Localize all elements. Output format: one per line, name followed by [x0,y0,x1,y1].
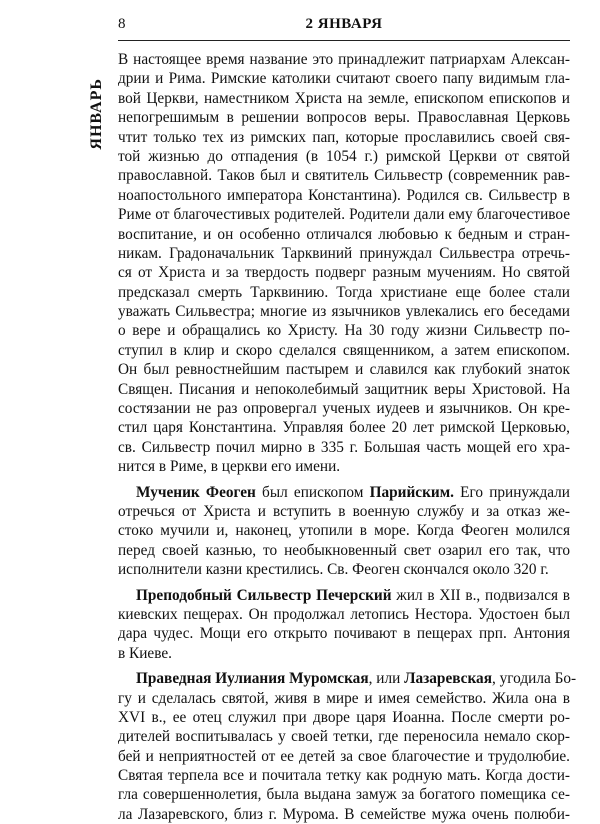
text-line: дара чудес. Мощи его открыто почивают в пещерах прп. Антония [118,625,570,643]
text-line: отречься от Христа и вступить в военную службу и за отказ же- [118,502,570,520]
text-line: состязании не раз опровергал ученых иудеев и язычников. Он кре- [118,400,570,418]
text-line: ступил в клир и скоро сделался священником, а затем епископом. [118,341,570,359]
text-line: православной. Таков был и святитель Сильвестр (современник рав- [118,167,570,185]
text-line: гла совершеннолетия, была выдана замуж за богатого помещика се- [118,786,570,804]
text-line: XVI в., ее отец служил при дворе царя Иоанна. После смерти ро- [118,708,570,726]
text-line: Мученик Феоген был епископом Парийским. Его принуждали [136,483,570,501]
text-line: той жизнью до отпадения (в 1054 г.) римской Церкви от святой [118,147,570,165]
text-line: киевских пещерах. Он продолжал летопись Нестора. Удостоен был [118,605,570,623]
text-line: непогрешимым в решении вопросов веры. Православная Церковь [118,109,570,127]
place-name: Парийским. [369,483,454,501]
paragraph-sylvester-pope [118,50,570,477]
month-side-label: ЯНВАРЬ [88,78,105,150]
text-line: уважать Сильвестра; многие из язычников увлекались его беседами [118,303,570,321]
body-text [118,50,577,824]
text-line: предсказал смерть Тарквинию. Тогда христиане еще более стали [118,283,570,301]
text-line: исполнители казни крестились. Св. Феоген скончался около 320 г. [118,561,549,579]
text-line: стоко мучили и, наконец, утопили в море. Когда Феоген молился [118,522,570,540]
text-line: стил царя Константина. Управляя более 20 лет римской Церковью, [118,419,570,437]
saint-alt-name: Лазаревская [404,670,492,688]
text-line: св. Сильвестр почил мирно в 335 г. Большая часть мощей его хра- [118,438,570,456]
text-line: о вере и обращались ко Христу. На 30 году жизни Сильвестр по- [118,322,570,340]
text-line: Праведная Иулиания Муромская, или Лазаревская, угодила Бо- [136,670,577,688]
paragraph-martyr-feogen [118,483,570,580]
text-line: дителей воспитывалась у своей тетки, где переносила немало скор- [118,728,570,746]
text-line: Он был ревностнейшим пастырем и славился как глубокий знаток [118,361,570,379]
text-line: воспитание, и он особенно отличался любовью к бедным и стран- [118,225,570,243]
saint-name: Праведная Иулиания Муромская [136,670,369,688]
text-line: В настоящее время название это принадлежит патриархам Алексан- [118,51,570,68]
text-line: Риме от благочестивых родителей. Родители дали ему благочестивое [118,206,570,224]
saint-name: Мученик Феоген [136,483,256,501]
header-rule [118,40,570,41]
paragraph-sylvester-pechersky [118,586,570,664]
text-line: вой Церкви, наместником Христа на земле, епископом епископов и [118,89,570,107]
text-line: в Киеве. [118,644,172,662]
paragraph-juliania-muromskaya [118,669,577,824]
running-title: 2 ЯНВАРЯ [305,16,383,32]
text-line: гу и сделалась святой, живя в мире и имея семейство. Жила она в [118,689,570,707]
text-line: ноапостольного императора Константина). Родился св. Сильвестр в [118,186,570,204]
page-number: 8 [118,16,126,32]
text-line: нится в Риме, в церкви его имени. [118,458,341,476]
text-line: Священ. Писания и непоколебимый защитник веры Христовой. На [118,380,570,398]
text-line: чтит только тех из римских пап, которые прославились своей свя- [118,128,570,146]
text-line: ла Лазаревского, близ г. Мурома. В семействе мужа очень полюби- [118,805,570,823]
text-line: ся от Христа и за твердость подверг разным мучениям. Но святой [118,264,570,282]
text-line: бей и неприятностей от ее детей за свое благочестие и трудолюбие. [118,747,570,765]
text-line: дрии и Рима. Римские католики считают своего папу видимым гла- [118,70,570,88]
page-header [118,14,570,38]
text-line: перед своей казнью, то необыкновенный свет озарил его так, что [118,541,570,559]
text-line: Святая терпела все и почитала тетку как родную мать. Когда дости- [118,767,570,785]
text-line: никам. Градоначальник Тарквиний принуждал Сильвестра отречь- [118,244,570,262]
text-line: Преподобный Сильвестр Печерский жил в XII в., подвизался в [136,586,570,604]
saint-name: Преподобный Сильвестр Печерский [136,586,392,604]
